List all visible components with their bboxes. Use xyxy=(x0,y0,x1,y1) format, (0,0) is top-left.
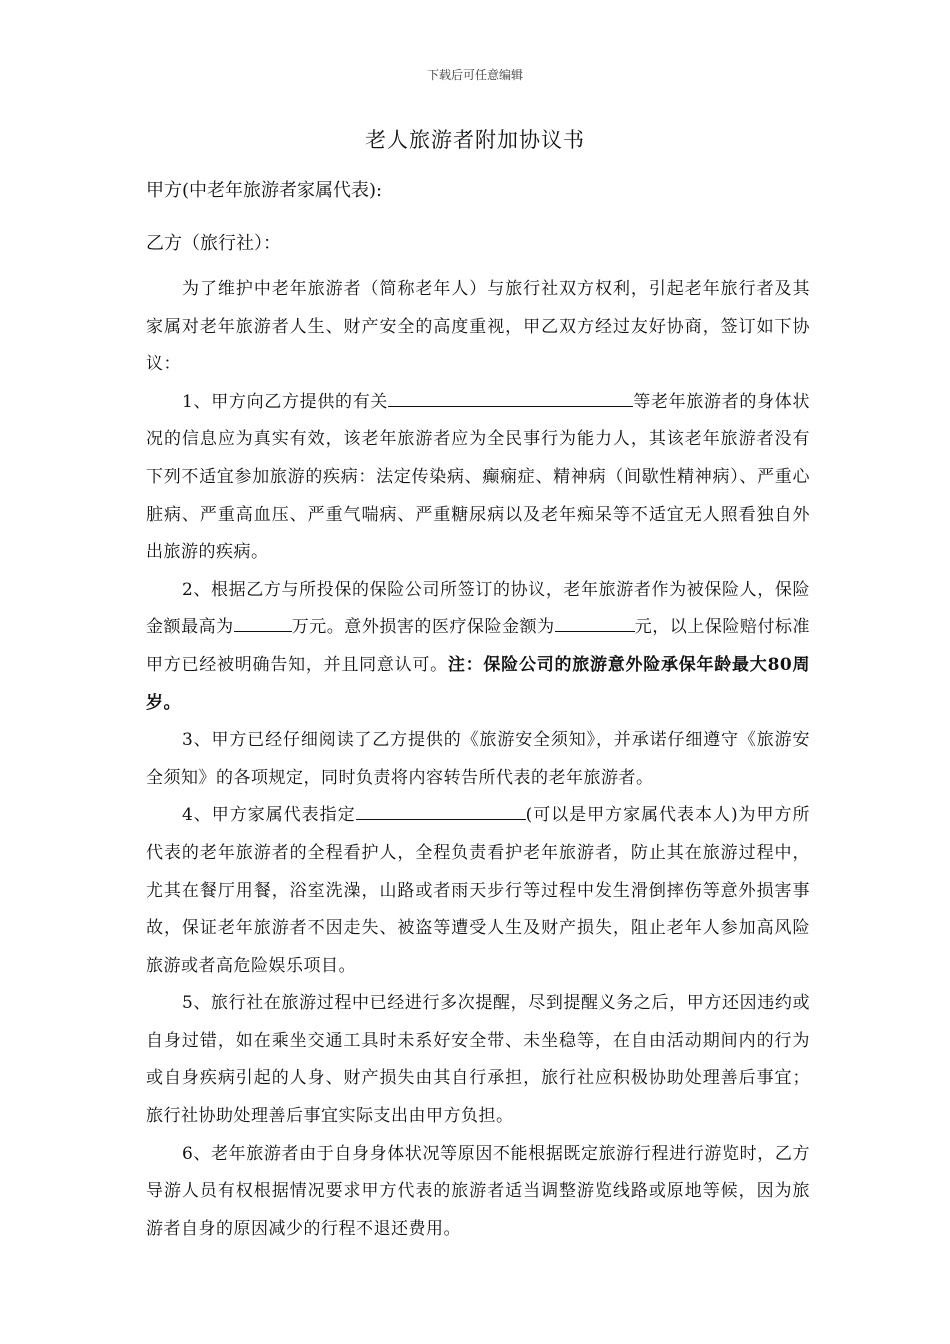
blank-field-medical-amount[interactable] xyxy=(555,609,635,632)
agreement-body xyxy=(146,271,810,1248)
header-note: 下载后可任意编辑 xyxy=(426,68,523,82)
clause-1-lead: 1、甲方向乙方提供的有关 xyxy=(182,391,389,412)
blank-field-insured-amount[interactable] xyxy=(234,609,292,632)
clause-2-mid: 万元。意外损害的医疗保险金额为 xyxy=(291,617,555,638)
clause-2-note: 注：保险公司的旅游意外险承保年龄最大80周岁。 xyxy=(146,654,810,713)
blank-field-info[interactable] xyxy=(388,384,633,407)
clause-2-text: 元，以上保险赔付标准甲方已经被明确告知，并且同意认可。 xyxy=(146,617,811,675)
blank-field-caretaker[interactable] xyxy=(356,797,526,820)
clause-4-text: (可以是甲方家属代表本人)为甲方所代表的老年旅游者的全程看护人，全程负责看护老年旅游者，防止其在旅游过程中，尤其在餐厅用餐，浴室洗澡，山路或者雨天步行等过程中发生滑倒摔伤等意外损害事故，保证老年旅游者不因走失、被盗等遭受人生及财产损失，阻止老年人参加高风险旅游或者高危险娱乐项目。 xyxy=(146,805,810,976)
clause-2 xyxy=(146,572,810,722)
party-b-line: 乙方（旅行社）： xyxy=(146,233,281,254)
clause-5: 5、旅行社在旅游过程中已经进行多次提醒，尽到提醒义务之后，甲方还因违约或自身过错，如在乘坐交通工具时未系好安全带、未坐稳等，在自由活动期间内的行为或自身疾病引起的人身、财产损失由其自行承担，旅行社应积极协助处理善后事宜；旅行社协助处理善后事宜实际支出由甲方负担。 xyxy=(146,993,810,1127)
clause-3: 3、甲方已经仔细阅读了乙方提供的《旅游安全须知》，并承诺仔细遵守《旅游安全须知》的各项规定，同时负责将内容转告所代表的老年旅游者。 xyxy=(146,730,810,788)
clause-4 xyxy=(146,797,810,985)
clause-1-text: 等老年旅游者的身体状况的信息应为真实有效，该老年旅游者应为全民事行为能力人，其该老年旅游者没有下列不适宜参加旅游的疾病：法定传染病、癫痫症、精神病（间歇性精神病）、严重心脏病、严重高血压、严重气喘病、严重糖尿病以及老年痴呆等不适宜无人照看独自外出旅游的疾病。 xyxy=(146,391,810,563)
party-a-line: 甲方(中老年旅游者家属代表): xyxy=(146,180,383,201)
intro-paragraph: 为了维护中老年旅游者（简称老年人）与旅行社双方权利，引起老年旅行者及其家属对老年旅游者人生、财产安全的高度重视，甲乙双方经过友好协商，签订如下协议： xyxy=(146,279,810,375)
clause-4-lead: 4、甲方家属代表指定 xyxy=(182,805,356,826)
clause-6: 6、老年旅游者由于自身身体状况等原因不能根据既定旅游行程进行游览时，乙方导游人员有权根据情况要求甲方代表的旅游者适当调整游览线路或原地等候，因为旅游者自身的原因减少的行程不退还费用。 xyxy=(146,1143,810,1239)
clause-1 xyxy=(146,384,810,572)
document-title: 老人旅游者附加协议书 xyxy=(365,128,585,152)
clause-2-lead: 2、根据乙方与所投保的保险公司所签订的协议，老年旅游者作为被保险人，保险金额最高为 xyxy=(146,579,810,638)
